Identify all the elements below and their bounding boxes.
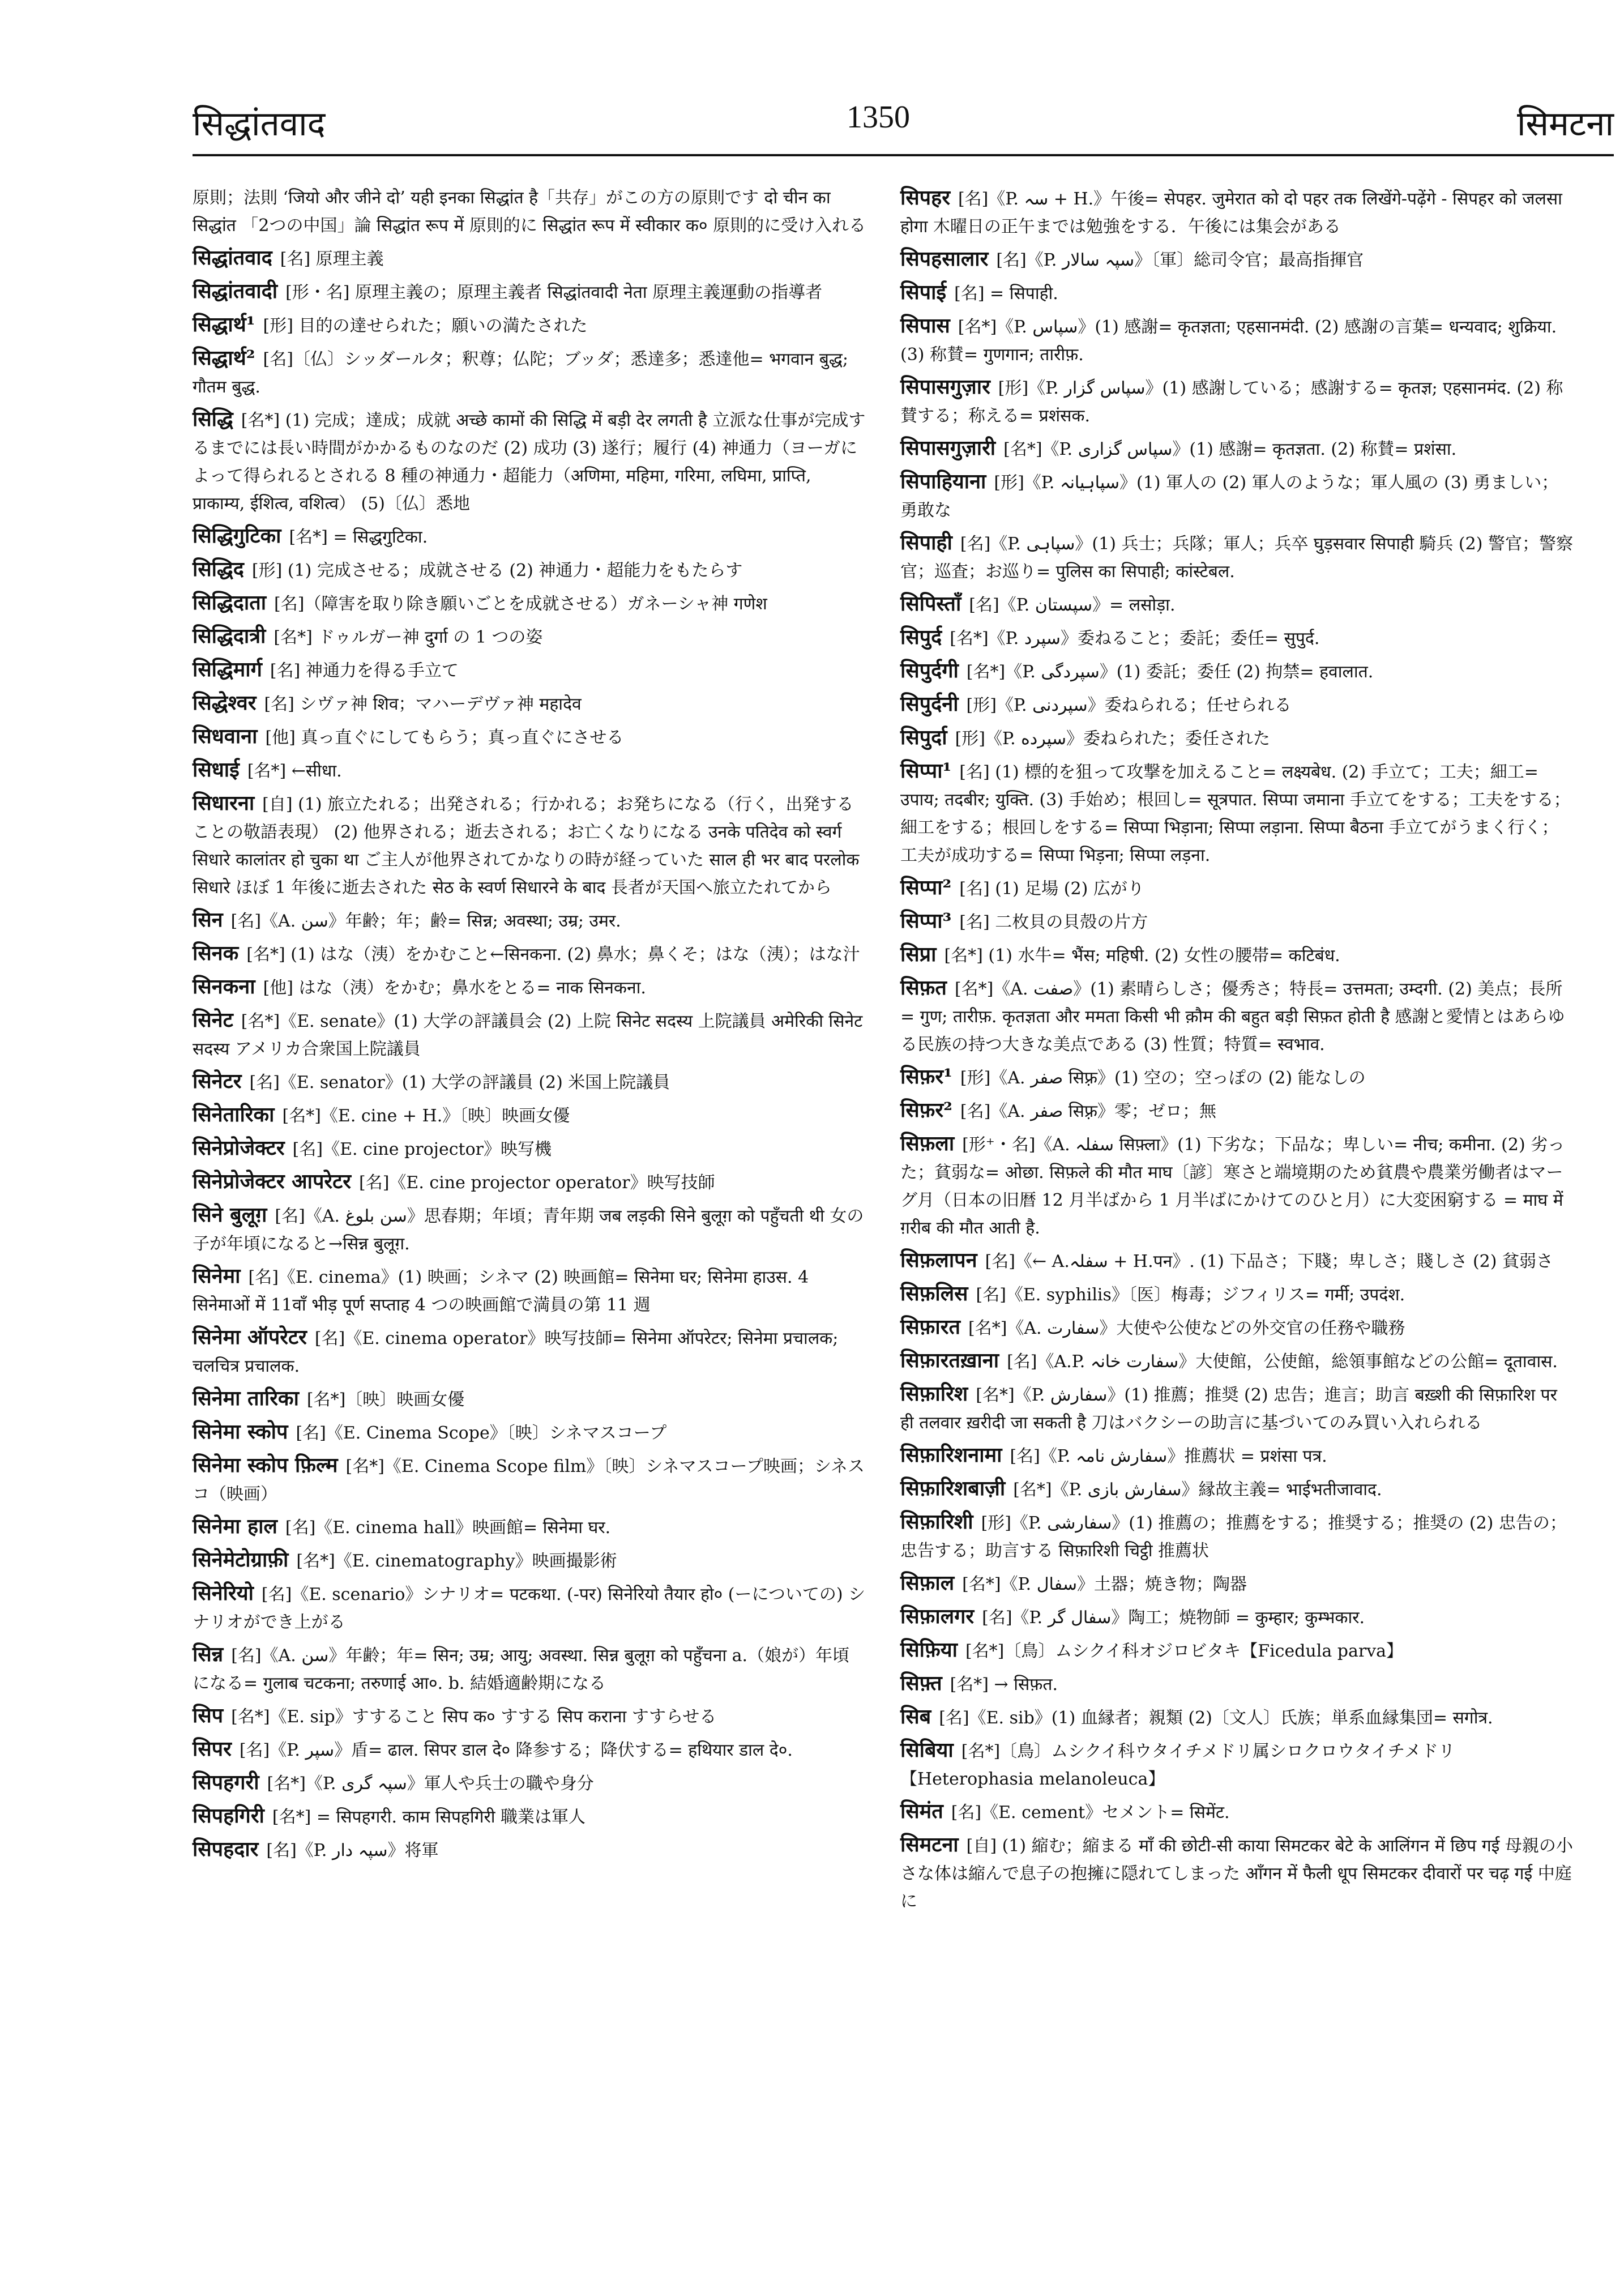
dictionary-entry — [193, 1580, 866, 1636]
entry-headword: सिपास — [900, 314, 950, 338]
entry-definition: [名*] ←सीधा. — [247, 761, 342, 781]
entry-definition: [名]《E. cine projector operator》映写技師 — [359, 1173, 715, 1193]
dictionary-entry — [193, 1418, 866, 1447]
entry-headword: सिफ़ारत — [900, 1315, 960, 1339]
dictionary-entry — [193, 1836, 866, 1864]
entry-definition: [名]《A. سن》年齢；年= सिन; उम्र; आयु; अवस्था. सिन्न बुलूग़ को पहुँचना a.（娘が）年頃になる= गुलाब चटकना; तरुणाई आ०. b. 結婚適齢期になる — [193, 1646, 850, 1693]
entry-definition: [名]《E. Cinema Scope》〔映〕シネマスコープ — [296, 1423, 667, 1443]
entry-headword: सिपाही — [900, 531, 952, 554]
entry-definition: [名]《P. سپہ سالار》〔軍〕総司令官；最高指揮官 — [996, 250, 1364, 270]
dictionary-entry — [900, 1347, 1574, 1376]
dictionary-entry — [193, 723, 866, 752]
dictionary-entry — [193, 1324, 866, 1380]
entry-headword: सिद्धांतवाद — [193, 246, 272, 270]
entry-definition: [名]（障害を取り除き願いごとを成就させる）ガネーシャ神 गणेश — [274, 594, 767, 614]
entry-definition: [名]《E. scenario》シナリオ= पटकथा. (-पर) सिनेरियो तैयार हो० (ーについての) シナリオができ上がる — [193, 1585, 866, 1632]
entry-headword: सिफ़ारिशबाज़ी — [900, 1476, 1006, 1500]
entry-definition: [名*]《P. سپرد》委ねること；委託；委任= सुपुर्द. — [950, 629, 1320, 648]
dictionary-entry — [900, 690, 1574, 719]
dictionary-entry — [900, 1569, 1574, 1598]
entry-definition: [名] 神通力を得る手立て — [270, 661, 459, 681]
dictionary-entry — [193, 622, 866, 651]
dictionary-entry — [900, 245, 1574, 274]
entry-definition: [名*]《E. sip》すすること सिप क० すする सिप कराना すすらせる — [231, 1707, 717, 1727]
entry-headword: सिपुर्दा — [900, 725, 947, 749]
dictionary-entry — [193, 1702, 866, 1731]
entry-headword: सिफ़ाल — [900, 1571, 955, 1595]
entry-definition: [形] 目的の達せられた；願いの満たされた — [263, 316, 588, 336]
entry-headword: सिद्धार्थ² — [193, 346, 255, 370]
entry-definition: [名]《E. cinema》(1) 映画；シネマ (2) 映画館= सिनेमा घर; सिनेमा हाउस. 4 सिनेमाओं में 11वाँ भीड़ पूर्ण सप्ताह 4 つの映画館で満員の第 11 週 — [193, 1267, 809, 1315]
entry-headword: सिनेमा स्कोप — [193, 1420, 288, 1444]
dictionary-entry — [193, 1802, 866, 1831]
dictionary-entry — [193, 344, 866, 401]
entry-headword: सिपाई — [900, 280, 947, 304]
entry-headword: सिफ़ारिश — [900, 1382, 968, 1406]
entry-definition: [名*] = सिपहगरी. काम सिपहगिरी 職業は軍人 — [272, 1807, 586, 1827]
entry-headword: सिनेटर — [193, 1069, 242, 1093]
entry-definition: [形]《P. سپاہیانہ》(1) 軍人の (2) 軍人のような；軍人風の (3) 勇ましい；勇敢な — [900, 473, 1559, 520]
page-number: 1350 — [847, 100, 910, 135]
dictionary-entry — [900, 1670, 1574, 1698]
dictionary-entry — [900, 1475, 1574, 1504]
entry-headword: सिधारना — [193, 791, 255, 815]
dictionary-entry — [193, 589, 866, 618]
entry-headword: सिपर — [193, 1737, 232, 1761]
dictionary-entry — [900, 1508, 1574, 1565]
entry-headword: सिप्पा³ — [900, 909, 952, 933]
entry-headword: सिफ़ला — [900, 1132, 955, 1155]
dictionary-entry — [900, 974, 1574, 1058]
entry-headword: सिबिया — [900, 1738, 954, 1762]
dictionary-entry — [193, 522, 866, 551]
dictionary-entry — [193, 1641, 866, 1697]
dictionary-entry — [193, 311, 866, 340]
entry-definition: [名]《A.P. سفارت خانہ》大使館，公使館，総領事館などの公館= दूतावास. — [1007, 1352, 1558, 1372]
dictionary-entry — [193, 689, 866, 718]
entry-headword: सिपुर्दनी — [900, 692, 959, 716]
entry-headword: सिपुर्द — [900, 625, 942, 649]
dictionary-entry — [900, 657, 1574, 686]
entry-headword: सिफ़ारिशनामा — [900, 1443, 1002, 1467]
entry-headword: सिपहगिरी — [193, 1804, 264, 1828]
running-head-first-entry: सिद्धांतवाद — [193, 104, 326, 144]
dictionary-entry — [900, 1130, 1574, 1242]
entry-definition: [名*]《A. سفارت》大使や公使などの外交官の任務や職務 — [968, 1318, 1405, 1338]
dictionary-entry — [193, 1769, 866, 1798]
entry-definition: [形] (1) 完成させる；成就させる (2) 神通力・超能力をもたらす — [251, 561, 743, 581]
entry-headword: सिप — [193, 1704, 224, 1727]
entry-headword: सिनकना — [193, 975, 255, 998]
entry-definition: [名] (1) 標的を狙って攻撃を加えること= लक्ष्यबेध. (2) 手立て；工夫；細工= उपाय; तदबीर; युक्ति. (3) 手始め；根回し= सूत्रपात. सिप्पा जमाना 手立てをする；工夫をする；細工をする；根回しをする= सिप्पा भिड़ाना; सिप्पा लड़ाना. सिप्पा बैठना 手立てがうまく行く；工夫が成功する= सिप्पा भिड़ना; सिप्पा लड़ना. — [900, 762, 1571, 865]
entry-headword: सिद्धार्थ¹ — [193, 313, 255, 336]
entry-definition: [名] 二枚貝の貝殻の片方 — [959, 912, 1148, 932]
dictionary-entry — [900, 468, 1574, 524]
entry-definition: [形]《P. سپرده》委ねられた；委任された — [955, 729, 1270, 749]
dictionary-entry — [900, 1313, 1574, 1342]
entry-headword: सिपासगुज़ार — [900, 375, 990, 399]
entry-definition: [名]《P. سپاہی》(1) 兵士；兵隊；軍人；兵卒 घुड़सवार सिपाही 騎兵 (2) 警官；警察官；巡査；お巡り= पुलिस का सिपाही; कांस्टेबल. — [900, 534, 1573, 582]
entry-headword: सिफ़िया — [900, 1638, 958, 1662]
entry-headword: सिफ़ारिशी — [900, 1510, 973, 1534]
entry-headword: सिनेमा — [193, 1264, 241, 1288]
dictionary-entry — [193, 656, 866, 685]
dictionary-entry — [193, 278, 866, 306]
dictionary-entry — [900, 590, 1574, 619]
entry-headword: सिपहदार — [193, 1837, 259, 1861]
dictionary-entry — [193, 244, 866, 273]
right-column — [900, 184, 1574, 1920]
entry-definition: [名*] (1) はな（洟）をかむこと←सिनकना. (2) 鼻水；鼻くそ；はな（洟）；はな汁 — [246, 945, 860, 964]
entry-headword: सिपासगुज़ारी — [900, 436, 996, 460]
dictionary-entry — [900, 757, 1574, 869]
page-header — [193, 99, 1614, 144]
entry-definition: [名*]《P. سپاس》(1) 感謝= कृतज्ञता; एहसानमंदी. (2) 感謝の言葉= धन्यवाद; शुक्रिया. (3) 称賛= गुणगान; तारीफ़. — [900, 317, 1557, 365]
dictionary-entry — [193, 1006, 866, 1063]
entry-headword: सिपाहियाना — [900, 470, 986, 493]
entry-headword: सिद्धिदात्री — [193, 624, 266, 648]
entry-headword: सिफ़्त — [900, 1671, 942, 1695]
entry-definition: [名*] (1) 水牛= भैंस; महिषी. (2) 女性の腰帯= कटिबंध. — [944, 946, 1340, 966]
entry-definition: [名]《A. سن بلوغ》思春期；年頃；青年期 जब लड़की सिने बुलूग़ को पहुँचती थी 女の子が年頃になると→सिन्न बुलूग़. — [193, 1206, 864, 1254]
dictionary-entry — [900, 279, 1574, 308]
entry-definition: [形]《P. سفارشی》(1) 推薦の；推薦をする；推奨する；推奨の (2) 忠告の；忠告する；助言する सिफ़ारिशी चिट्ठी 推薦状 — [900, 1513, 1567, 1561]
entry-headword: सिपुर्दगी — [900, 659, 959, 682]
entry-definition: [形・名] 原理主義の；原理主義者 सिद्धांतवादी नेता 原理主義運動の指導者 — [285, 283, 823, 302]
dictionary-entry — [900, 312, 1574, 369]
entry-headword: सिन — [193, 908, 223, 932]
dictionary-entry — [900, 1096, 1574, 1125]
entry-headword: सिपहगरी — [193, 1770, 259, 1794]
dictionary-entry — [193, 756, 866, 785]
dictionary-entry — [900, 184, 1574, 241]
entry-headword: सिफ़लिस — [900, 1282, 968, 1305]
entry-definition: [名]《P. سفارش نامہ》推薦状 = प्रशंसा पत्र. — [1010, 1446, 1327, 1466]
dictionary-entry — [193, 1068, 866, 1096]
entry-headword: सिनक — [193, 941, 239, 965]
entry-headword: सिनेमा हाल — [193, 1514, 277, 1538]
dictionary-entry — [193, 1546, 866, 1575]
dictionary-entry — [900, 1247, 1574, 1275]
dictionary-entry — [900, 624, 1574, 652]
entry-headword: सिनेप्रोजेक्टर — [193, 1136, 285, 1160]
entry-definition: [形]《A. صفر सिफ़्र》(1) 空の；空っぽの (2) 能なしの — [960, 1068, 1366, 1088]
entry-headword: सिमटना — [900, 1833, 959, 1856]
entry-definition: [名*] → सिफ़त. — [950, 1675, 1058, 1695]
entry-definition: [名]《P. سپر》盾= ढाल. सिपर डाल दे० 降参する；降伏する= हथियार डाल दे०. — [239, 1740, 793, 1760]
entry-definition: [名*]〔映〕映画女優 — [306, 1390, 465, 1410]
entry-definition: [名]《P. سفال گر》陶工；焼物師 = कुम्हार; कुम्भकार. — [982, 1608, 1365, 1628]
entry-definition: [名]《← A.سفلہ + H.पन》. (1) 下品さ；下賤；卑しさ；賤しさ (2) 貧弱さ — [985, 1252, 1553, 1271]
entry-headword: सिपिस्ताँ — [900, 592, 961, 616]
entry-definition: [名*]《E. senate》(1) 大学の評議員会 (2) 上院 सिनेट सदस्य 上院議員 अमेरिकी सिनेट सदस्य アメリカ合衆国上院議員 — [193, 1011, 863, 1059]
entry-headword: सिद्धिमार्ग — [193, 658, 262, 681]
entry-headword: सिनेमेटोग्राफ़ी — [193, 1548, 289, 1572]
dictionary-entry — [900, 529, 1574, 586]
dictionary-entry — [900, 874, 1574, 903]
entry-definition: [形]《P. سپردنی》委ねられる；任せられる — [966, 695, 1292, 715]
entry-definition: [名*]〔鳥〕ムシクイ科ウタイチメドリ属シロクロウタイチメドリ【Heterophasia melanoleuca】 — [900, 1742, 1455, 1789]
entry-headword: सिपहसालार — [900, 247, 989, 271]
entry-definition: [名]《E. cinema operator》映写技師= सिनेमा ऑपरेटर; सिनेमा प्रचालक; चलचित्र प्रचालक. — [193, 1329, 839, 1376]
entry-definition: [名*] (1) 完成；達成；成就 अच्छे कामों की सिद्धि में बड़ी देर लगती है 立派な仕事が完成するまでには長い時間がかかるものなのだ (2) 成功 (3) 遂行；履行 (4) 神通力（ヨーガによって得られるとされる 8 種の神通力・超能力（अणिमा, महिमा, गरिमा, लघिमा, प्राप्ति, प्राकाम्य, ईशित्व, वशित्व） (5)〔仏〕悉地 — [193, 411, 866, 514]
entry-headword: सिद्धांतवादी — [193, 279, 278, 303]
entry-headword: सिप्पा¹ — [900, 759, 952, 783]
entry-headword: सिद्धिगुटिका — [193, 524, 281, 548]
dictionary-entry — [900, 907, 1574, 936]
dictionary-entry — [900, 1380, 1574, 1437]
dictionary-entry — [900, 1063, 1574, 1092]
entry-definition: [名*] ドゥルガー神 दुर्गा の 1 つの姿 — [273, 628, 543, 647]
entry-definition: [他] はな（洟）をかむ；鼻水をとる= नाक सिनकना. — [263, 978, 646, 998]
entry-definition: [名]《E. cine projector》映写機 — [292, 1139, 552, 1159]
entry-definition: [名] シヴァ神 शिव；マハーデヴァ神 महादेव — [264, 694, 582, 714]
entry-definition: [名] = सिपाही. — [954, 284, 1058, 304]
dictionary-entry — [193, 789, 866, 902]
dictionary-entry — [900, 1831, 1574, 1915]
entry-definition: [名] 原理主義 — [280, 249, 384, 269]
entry-headword: सिप्पा² — [900, 876, 952, 899]
dictionary-entry — [900, 1636, 1574, 1665]
entry-definition: [名*]《E. Cinema Scope film》〔映〕シネマスコープ映画；シネスコ（映画） — [193, 1457, 865, 1504]
dictionary-entry — [193, 1735, 866, 1764]
entry-headword: सिद्धिद — [193, 557, 244, 581]
entry-definition: [名]《E. cinema hall》映画館= सिनेमा घर. — [285, 1518, 611, 1538]
dictionary-entry — [900, 1703, 1574, 1732]
dictionary-entry — [900, 1280, 1574, 1309]
entry-definition: [名*]《P. سپہ گری》軍人や兵士の職や身分 — [267, 1774, 594, 1794]
dictionary-entry — [193, 1134, 866, 1163]
entry-definition: [名*]《P. سفارش》(1) 推薦；推奨 (2) 忠告；進言；助言 बख़्शी की सिफ़ारिश पर ही तलवार ख़रीदी जा सकती है 刀はバクシーの助言に基づいてのみ買い入れられる — [900, 1385, 1557, 1433]
entry-headword: सिद्धेश्वर — [193, 691, 257, 715]
entry-headword: सिप्रा — [900, 942, 937, 966]
entry-definition: [名]〔仏〕シッダールタ；釈尊；仏陀；ブッダ；悉達多；悉達他= भगवान बुद्ध; गौतम बुद्ध. — [193, 349, 848, 397]
running-head-last-entry: सिमटना — [1516, 104, 1614, 144]
entry-definition: [名*]《P. سفارش بازی》縁故主義= भाईभतीजावाद. — [1013, 1480, 1382, 1500]
entry-headword: सिफ़र² — [900, 1098, 952, 1122]
entry-headword: सिधाई — [193, 758, 240, 782]
entry-definition: [名]《P. سپستان》= लसोड़ा. — [969, 595, 1176, 615]
entry-definition: [名*]《P. سپردگی》(1) 委託；委任 (2) 拘禁= हवालात. — [966, 662, 1374, 682]
dictionary-entry — [193, 1168, 866, 1197]
dictionary-entry — [900, 1603, 1574, 1632]
entry-definition: [名] (1) 足場 (2) 広がり — [959, 879, 1144, 899]
dictionary-entry — [900, 1736, 1574, 1793]
dictionary-entry — [193, 906, 866, 935]
dictionary-entry — [193, 1101, 866, 1130]
entry-definition: [自] (1) 旅立たれる；出発される；行かれる；お発ちになる（行く，出発することの敬語表現） (2) 他界される；逝去される；お亡くなりになる उनके पतिदेव को स्वर्ग सिधारे कालांतर हो चुका था ご主人が他界されてかなりの時が経っていた साल ही भर बाद परलोक सिधारे ほぼ 1 年後に逝去された सेठ के स्वर्ण सिधारने के बाद 長者が天国へ旅立たれてから — [193, 795, 860, 898]
dictionary-entry — [900, 1798, 1574, 1826]
entry-headword: सिफ़ारतख़ाना — [900, 1348, 999, 1372]
dictionary-entry — [193, 556, 866, 584]
entry-headword: सिमंत — [900, 1799, 943, 1823]
header-rule — [193, 154, 1614, 156]
entry-headword: सिफ़ालगर — [900, 1604, 975, 1628]
entry-headword: सिने बुलूग़ — [193, 1203, 267, 1227]
entry-definition: [形]《P. سپاس گزار》(1) 感謝している；感謝する= कृतज्ञ; एहसानमंद. (2) 称賛する；称える= प्रशंसक. — [900, 378, 1563, 426]
entry-headword: सिनेमा तारिका — [193, 1386, 299, 1410]
entry-definition: [名]《E. syphilis》〔医〕梅毒；ジフィリス= गर्मी; उपदंश. — [976, 1285, 1405, 1305]
entry-headword: सिधवाना — [193, 724, 258, 748]
entry-definition: [名]《E. senator》(1) 大学の評議員 (2) 米国上院議員 — [249, 1073, 670, 1092]
entry-definition: [名*]《E. cinematography》映画撮影術 — [296, 1551, 617, 1571]
entry-headword: सिनेतारिका — [193, 1103, 275, 1126]
dictionary-entry — [900, 724, 1574, 753]
entry-definition: [名]《E. cement》セメント= सिमेंट. — [951, 1803, 1230, 1822]
entry-definition: [名]《P. سہ + H.》午後= सेपहर. जुमेरात को दो पहर तक लिखेंगे-पढ़ेंगे - सिपहर को जलसा होगा 木曜日の正午までは勉強をする．午後には集会がある — [900, 189, 1562, 237]
entry-definition: [名]《E. sib》(1) 血縁者；親類 (2)〔文人〕氏族；単系血縁集団= सगोत्र. — [939, 1708, 1493, 1728]
entry-headword: सिफ़र¹ — [900, 1065, 952, 1089]
entry-definition: [自] (1) 縮む；縮まる माँ की छोटी-सी काया सिमटकर बेटे के आलिंगन में छिप गई 母親の小さな体は縮んで息子の抱擁に隠れてしまった आँगन में फैली धूप सिमटकर दीवारों पर चढ़ गई 中庭に — [900, 1836, 1573, 1911]
dictionary-entry — [193, 406, 866, 518]
entry-headword: सिफ़त — [900, 976, 947, 1000]
dictionary-entry — [900, 941, 1574, 970]
entry-definition: [名*] = सिद्धगुटिका. — [289, 527, 428, 547]
entry-headword: सिपहर — [900, 186, 950, 210]
dictionary-entry — [193, 1201, 866, 1258]
entry-definition: [名*]〔鳥〕ムシクイ科オジロビタキ【Ficedula parva】 — [965, 1641, 1404, 1661]
entry-headword: सिनेरियो — [193, 1581, 254, 1605]
entry-headword: सिब — [900, 1705, 931, 1728]
dictionary-entry — [193, 184, 866, 240]
entry-headword: सिद्धिदाता — [193, 591, 267, 614]
entry-headword: सिनेप्रोजेक्टर आपरेटर — [193, 1170, 352, 1193]
entry-definition: [名]《A. صفر सिफ़्र》零；ゼロ；無 — [960, 1102, 1216, 1121]
entry-headword: सिद्धि — [193, 407, 233, 431]
dictionary-entry — [900, 1441, 1574, 1470]
dictionary-entry — [193, 940, 866, 968]
entry-definition: [名*]《P. سفال》土器；焼き物；陶器 — [962, 1574, 1247, 1594]
entry-headword: सिन्न — [193, 1642, 224, 1666]
dictionary-entry — [900, 434, 1574, 463]
dictionary-entry — [900, 373, 1574, 430]
dictionary-entry — [193, 1262, 866, 1319]
entry-definition: 原則；法則 ‘जियो और जीने दो’ यही इनका सिद्धांत है「共存」がこの方の原則です दो चीन का सिद्धांत 「2つの中国」論 सिद्धांत रूप में 原則的に सिद्धांत रूप में स्वीकार क० 原則的に受け入れる — [193, 188, 866, 236]
left-column — [193, 184, 866, 1869]
entry-definition: [形⁺・名]《A. سفلہ सिफ़्ला》(1) 下劣な；下品な；卑しい= नीच; कमीना. (2) 劣った；貧弱な= ओछा. सिफ़ले की मौत माघ〔諺〕寒さと端境期のため貧農や農業労働者はマーグ月（日本の旧暦 12 月半ばから 1 月半ばにかけてのひと月）に大変困窮する = माघ में ग़रीब की मौत आती है. — [900, 1135, 1565, 1238]
entry-definition: [名]《P. سپہ دار》将軍 — [266, 1841, 439, 1860]
entry-headword: सिनेट — [193, 1008, 233, 1032]
entry-headword: सिनेमा ऑपरेटर — [193, 1325, 307, 1349]
entry-definition: [名*]《P. سپاس گزاری》(1) 感謝= कृतज्ञता. (2) 称賛= प्रशंसा. — [1003, 439, 1457, 459]
entry-definition: [名]《A. سن》年齢；年；齢= सिन्न; अवस्था; उम्र; उमर. — [230, 911, 621, 931]
entry-headword: सिनेमा स्कोप फ़िल्म — [193, 1453, 338, 1477]
entry-definition: [名*]《E. cine + H.》〔映〕映画女優 — [282, 1106, 570, 1126]
dictionary-entry — [193, 973, 866, 1002]
entry-definition: [名*]《A. صفت》(1) 素晴らしさ；優秀さ；特長= उत्तमता; उम्दगी. (2) 美点；長所= गुण; तारीफ़. कृतज्ञता और ममता किसी भी क़ौम की बहुत बड़ी सिफ़त होती है 感謝と愛情とはあらゆる民族の持つ大きな美点である (3) 性質；特質= स्वभाव. — [900, 979, 1565, 1055]
dictionary-entry — [193, 1385, 866, 1414]
dictionary-entry — [193, 1452, 866, 1508]
dictionary-entry — [193, 1513, 866, 1542]
entry-headword: सिफ़लापन — [900, 1248, 977, 1272]
entry-definition: [他] 真っ直ぐにしてもらう；真っ直ぐにさせる — [265, 728, 624, 748]
